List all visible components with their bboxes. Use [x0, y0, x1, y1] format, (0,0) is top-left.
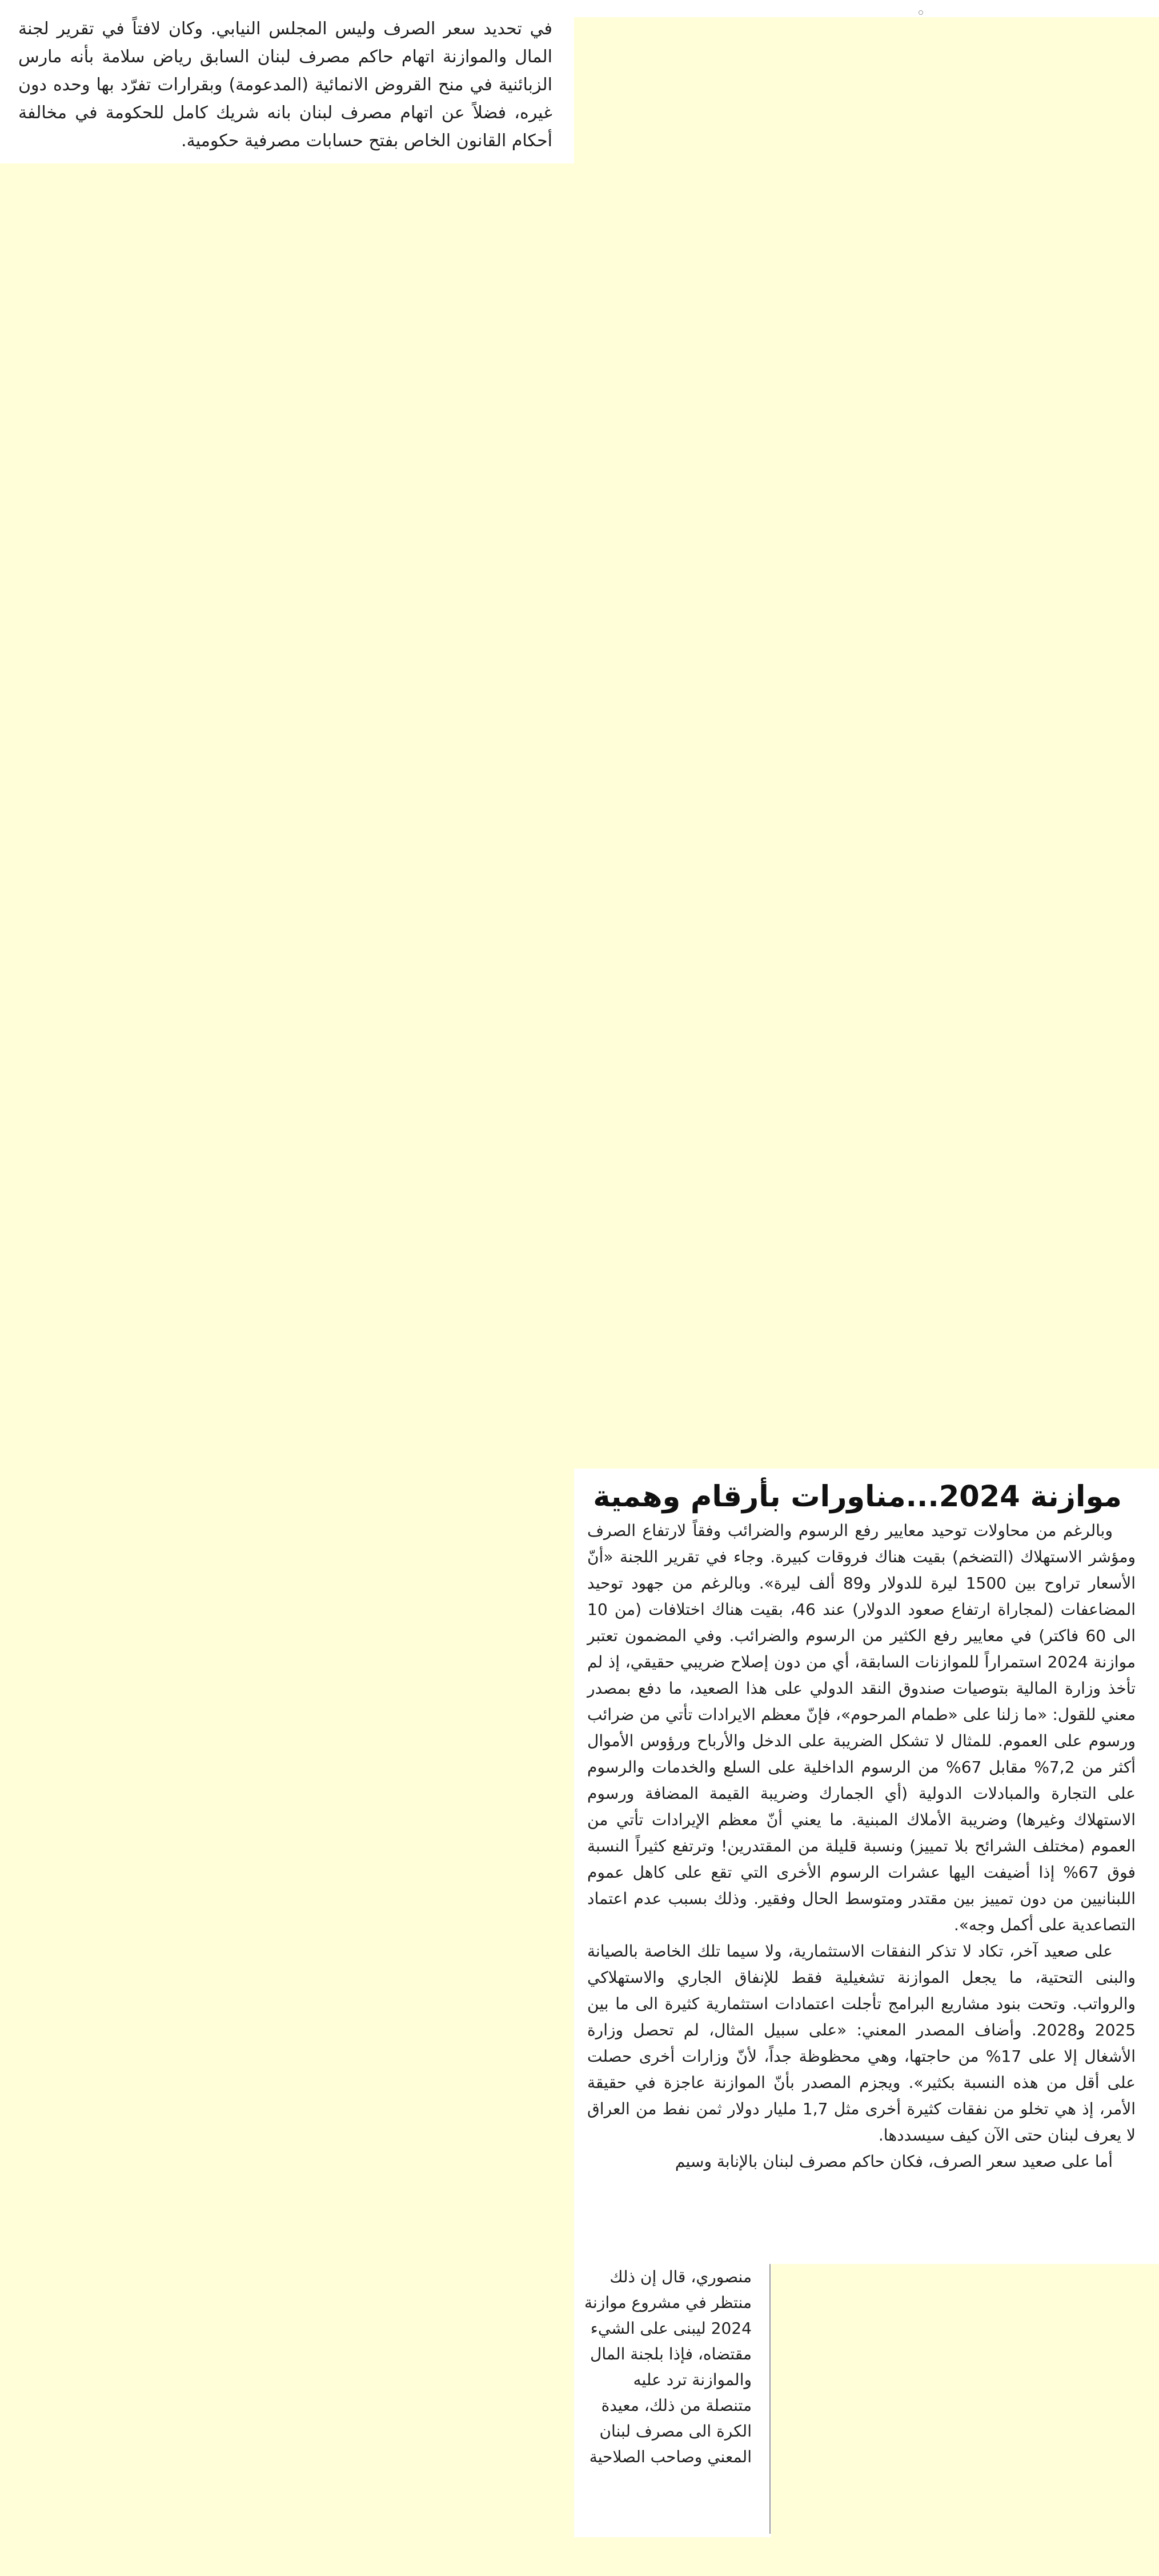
article-paragraph: وبالرغم من محاولات توحيد معايير رفع الرسوم والضرائب وفقاً لارتفاع الصرف ومؤشر الاستهلاك (التضخم) بقيت هناك فروقات كبيرة. وجاء في تقرير اللجنة «أنّ الأسعار تراوح بين 1500 ليرة للدولار و89 ألف ليرة». وبالرغم من جهود توحيد المضاعفات (لمجاراة ارتفاع صعود الدولار) عند 46، بقيت هناك اختلافات (من 10 الى 60 فاكتر) في معايير رفع الكثير من الرسوم والضرائب. وفي المضمون تعتبر موازنة 2024 استمراراً للموازنات السابقة، أي من دون إصلاح ضريبي حقيقي، إذ لم تأخذ وزارة المالية بتوصيات صندوق النقد الدولي على هذا الصعيد، ما دفع بمصدر معني للقول: «ما زلنا على «طمام المرحوم»، فإنّ معظم الايرادات تأتي من ضرائب ورسوم على العموم. للمثال لا تشكل الضريبة على الدخل والأرباح ورؤوس الأموال أكثر من 7,2% مقابل 67% من الرسوم الداخلية على السلع والخدمات والرسوم على التجارة والمبادلات الدولية (أي الجمارك وضريبة القيمة المضافة ورسوم الاستهلاك وغيرها) وضريبة الأملاك المبنية. ما يعني أنّ معظم الإيرادات تأتي من العموم (مختلف الشرائح بلا تمييز) ونسبة قليلة من المقتدرين! وترتفع كثيراً النسبة فوق 67% إذا أضيفت اليها عشرات الرسوم الأخرى التي تقع على كاهل عموم اللبنانيين من دون تمييز بين مقتدر ومتوسط الحال وفقير. وذلك بسبب عدم اعتماد التصاعدية على أكمل وجه». — [587, 1521, 1136, 1934]
article-paragraph: أما على صعيد سعر الصرف، فكان حاكم مصرف لبنان بالإنابة وسيم — [675, 2152, 1113, 2171]
previous-article-excerpt — [0, 0, 574, 163]
background-panel — [0, 163, 574, 2576]
background-panel — [574, 17, 1159, 1469]
article-paragraph: على صعيد آخر، تكاد لا تذكر النفقات الاستثمارية، ولا سيما تلك الخاصة بالصيانة والبنى التحتية، ما يجعل الموازنة تشغيلية فقط للإنفاق الجاري والاستهلاكي والرواتب. وتحت بنود مشاريع البرامج تأجلت اعتمادات استثمارية كثيرة الى ما بين 2025 و2028. وأضاف المصدر المعني: «على سبيل المثال، لم تحصل وزارة الأشغال إلا على 17% من حاجتها، وهي محظوظة جداً، لأنّ وزارات أخرى حصلت على أقل من هذه النسبة بكثير». ويجزم المصدر بأنّ الموازنة عاجزة في حقيقة الأمر، إذ هي تخلو من نفقات كثيرة أخرى مثل 1,7 مليار دولار ثمن نفط من العراق لا يعرف لبنان حتى الآن كيف سيسددها. — [587, 1942, 1136, 2145]
background-panel — [771, 2264, 1159, 2576]
continuation-text: منصوري، قال إن ذلك منتظر في مشروع موازنة 2024 ليبنى على الشيء مقتضاه، فإذا بلجنة المال والموازنة ترد عليه متنصلة من ذلك، معيدة الكرة الى مصرف لبنان المعني وصاحب الصلاحية — [584, 2267, 752, 2466]
column-divider — [769, 2264, 771, 2534]
ornament-mark — [919, 10, 923, 15]
article — [574, 1469, 1159, 2264]
background-panel — [574, 2537, 771, 2576]
excerpt-text: في تحديد سعر الصرف وليس المجلس النيابي. وكان لافتاً في تقرير لجنة المال والموازنة اتهام حاكم مصرف لبنان السابق رياض سلامة بأنه مارس الزبائنية في منح القروض الانمائية (المدعومة) وبقرارات تفرّد بها وحده دون غيره، فضلاً عن اتهام مصرف لبنان بانه شريك كامل للحكومة في مخالفة أحكام القانون الخاص بفتح حسابات مصرفية حكومية. — [18, 19, 552, 151]
article-headline: موازنة 2024...مناورات بأرقام وهمية — [593, 1480, 1122, 1514]
article-continuation-column — [574, 2264, 771, 2537]
article-body — [587, 1518, 1136, 2175]
